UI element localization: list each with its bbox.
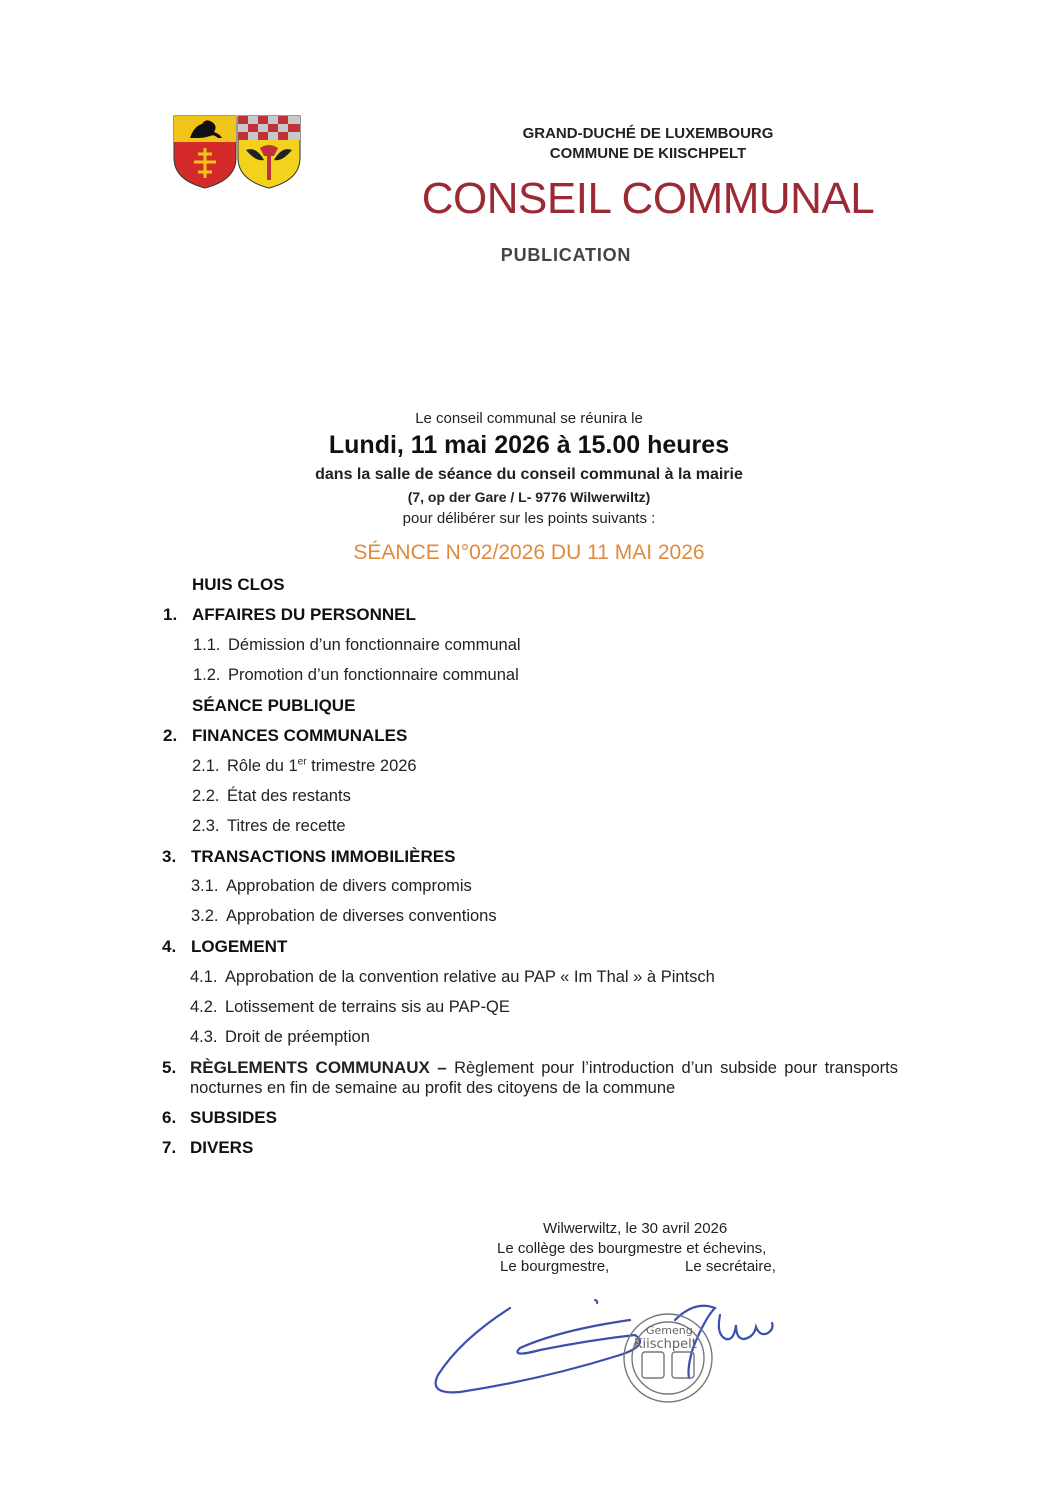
- huis-clos-heading: HUIS CLOS: [192, 575, 285, 594]
- stamp-text-2: Kiischpelt: [634, 1337, 697, 1352]
- agenda-item-number: 4.: [162, 937, 177, 956]
- agenda-item-number: 7.: [162, 1138, 177, 1157]
- country-heading: GRAND-DUCHÉ DE LUXEMBOURG: [522, 125, 774, 142]
- signature-college: Le collège des bourgmestre et échevins,: [497, 1240, 767, 1257]
- agenda-item-personnel: AFFAIRES DU PERSONNEL: [192, 605, 416, 624]
- reglements-title: RÈGLEMENTS COMMUNAUX –: [190, 1058, 447, 1077]
- agenda-item-number: 1.: [163, 605, 178, 624]
- agenda-item-number: 5.: [162, 1058, 177, 1077]
- agenda-item-finances: FINANCES COMMUNALES: [192, 726, 408, 745]
- agenda-item-transactions: TRANSACTIONS IMMOBILIÈRES: [191, 847, 456, 866]
- subitem-role-sup: er: [297, 756, 307, 768]
- subitem-number: 1.1.: [193, 636, 221, 654]
- subitem-titres: Titres de recette: [227, 817, 346, 835]
- seance-publique-heading: SÉANCE PUBLIQUE: [192, 696, 356, 715]
- subitem-role: [227, 757, 417, 776]
- subitem-demission: Démission d’un fonctionnaire communal: [228, 636, 521, 654]
- subitem-preemption: Droit de préemption: [225, 1028, 370, 1046]
- signature-bourgmestre: Le bourgmestre,: [500, 1258, 610, 1275]
- subitem-number: 2.3.: [192, 817, 220, 835]
- subitem-compromis: Approbation de divers compromis: [226, 877, 472, 895]
- reglements-text: Règlement pour l’introduction d’un subside pour transports nocturnes en fin de semaine au profit des citoyens de la commune: [190, 1059, 899, 1097]
- meeting-address: (7, op der Gare / L- 9776 Wilwerwiltz): [407, 489, 651, 505]
- subitem-number: 4.2.: [190, 998, 218, 1016]
- signature-secretaire: Le secrétaire,: [685, 1258, 776, 1275]
- subitem-number: 3.1.: [191, 877, 219, 895]
- page-title: CONSEIL COMMUNAL: [421, 174, 875, 223]
- subitem-number: 2.2.: [192, 787, 220, 805]
- publication-label: PUBLICATION: [500, 245, 632, 265]
- agenda-item-number: 2.: [163, 726, 178, 745]
- agenda-item-subsides: SUBSIDES: [190, 1108, 277, 1127]
- stamp-text-1: Gemeng: [646, 1324, 693, 1337]
- agenda-item-number: 3.: [162, 847, 177, 866]
- purpose-line: pour délibérer sur les points suivants :: [402, 510, 656, 527]
- seance-title: SÉANCE N°02/2026 DU 11 MAI 2026: [353, 541, 705, 564]
- subitem-etat: État des restants: [227, 787, 351, 805]
- agenda-item-divers: DIVERS: [190, 1138, 254, 1157]
- coat-of-arms-icon: [172, 114, 302, 190]
- subitem-number: 2.1.: [192, 757, 220, 775]
- intro-line: Le conseil communal se réunira le: [415, 410, 643, 427]
- commune-heading: COMMUNE DE KIISCHPELT: [549, 145, 747, 162]
- subitem-pap-im-thal: Approbation de la convention relative au PAP « Im Thal » à Pintsch: [225, 968, 715, 986]
- subitem-number: 3.2.: [191, 907, 219, 925]
- meeting-place: dans la salle de séance du conseil communal à la mairie: [315, 466, 743, 483]
- signature-place-date: Wilwerwiltz, le 30 avril 2026: [543, 1220, 728, 1237]
- subitem-role-pre: Rôle du 1: [227, 757, 298, 775]
- signature-graphic: [420, 1280, 800, 1410]
- subitem-number: 4.3.: [190, 1028, 218, 1046]
- subitem-number: 1.2.: [193, 666, 221, 684]
- subitem-number: 4.1.: [190, 968, 218, 986]
- agenda-item-reglements: [190, 1058, 898, 1098]
- meeting-date: Lundi, 11 mai 2026 à 15.00 heures: [328, 431, 730, 459]
- subitem-lotissement: Lotissement de terrains sis au PAP-QE: [225, 998, 510, 1016]
- agenda-item-logement: LOGEMENT: [191, 937, 288, 956]
- subitem-conventions: Approbation de diverses conventions: [226, 907, 497, 925]
- subitem-role-post: trimestre 2026: [306, 757, 417, 775]
- subitem-promotion: Promotion d’un fonctionnaire communal: [228, 666, 519, 684]
- agenda-item-number: 6.: [162, 1108, 177, 1127]
